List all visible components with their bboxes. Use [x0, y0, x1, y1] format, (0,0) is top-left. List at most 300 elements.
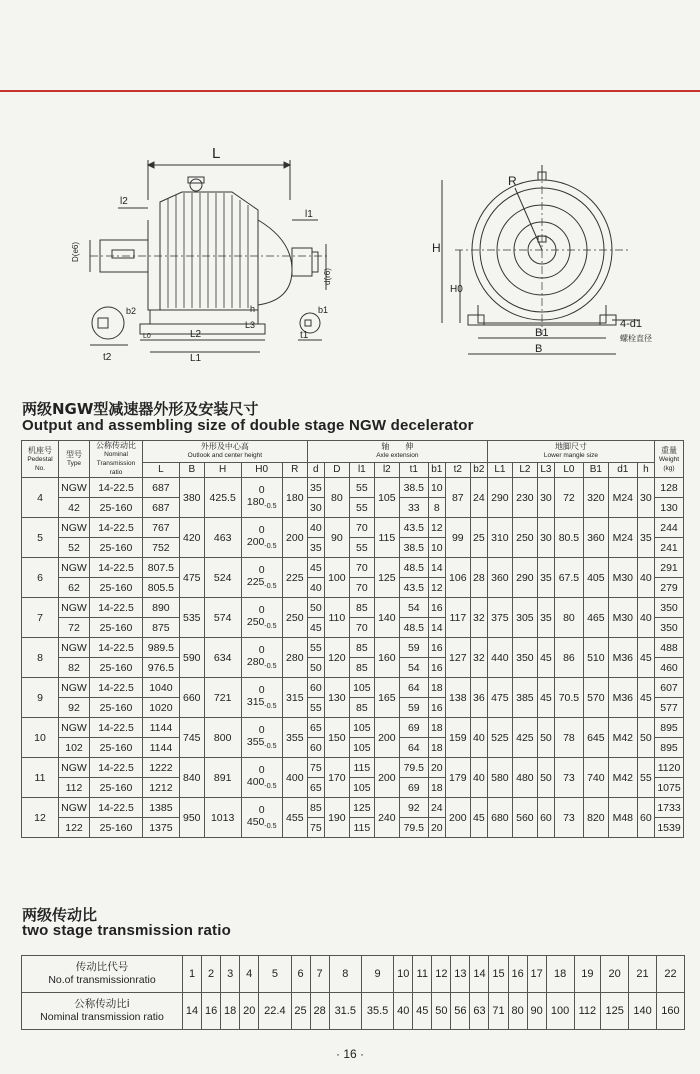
- b1-value: 12: [428, 578, 445, 598]
- D-value: 170: [324, 758, 349, 798]
- label-l2: l2: [120, 196, 128, 207]
- H0-value: [241, 638, 282, 678]
- pedestal-no: 8: [22, 638, 59, 678]
- L3-value: 35: [537, 558, 554, 598]
- d1-value: M42: [608, 718, 637, 758]
- R-value: 250: [282, 598, 307, 638]
- L1-value: 360: [487, 558, 512, 598]
- ratio-value-label: 公称传动比i Nominal transmission ratio: [22, 993, 183, 1030]
- subheader-8: l2: [374, 462, 399, 477]
- B1-value: 465: [583, 598, 608, 638]
- ratio-code: 5: [259, 956, 291, 993]
- label-Lc: L0: [143, 333, 151, 340]
- table-row: [22, 678, 684, 698]
- H0-upper: 0: [258, 724, 265, 737]
- b2-value: 36: [470, 678, 487, 718]
- B-value: 950: [179, 798, 204, 838]
- header-lower: 地脚尺寸 Lower mangle size: [487, 441, 654, 463]
- section2-title-en: two stage transmission ratio: [22, 922, 231, 939]
- h-value: 35: [637, 518, 654, 558]
- L0-value: 80: [554, 598, 583, 638]
- ratio-code: 22: [656, 956, 684, 993]
- label-d: d(r6): [323, 268, 332, 285]
- type-number: 102: [59, 738, 90, 758]
- b1-value: 18: [428, 778, 445, 798]
- L2-value: 250: [512, 518, 537, 558]
- l1-value: 105: [349, 738, 374, 758]
- L2-value: 290: [512, 558, 537, 598]
- d-value: 35: [307, 538, 324, 558]
- B1-value: 405: [583, 558, 608, 598]
- ratio-code: 12: [432, 956, 451, 993]
- subheader-11: t2: [445, 462, 470, 477]
- b1-value: 16: [428, 698, 445, 718]
- L2-value: 305: [512, 598, 537, 638]
- B-value: 660: [179, 678, 204, 718]
- label-l1: l1: [305, 209, 313, 220]
- L-value: 687: [143, 498, 180, 518]
- b1-value: 14: [428, 618, 445, 638]
- label-L2: L2: [190, 329, 202, 340]
- header-outlook: 外形及中心高 Outlook and center height: [143, 441, 308, 463]
- ratio-value: 50: [432, 993, 451, 1030]
- B-value: 475: [179, 558, 204, 598]
- page-number: · 16 ·: [335, 1047, 364, 1061]
- R-value: 455: [282, 798, 307, 838]
- L3-value: 35: [537, 598, 554, 638]
- label-B: B: [535, 343, 543, 355]
- L0-value: 73: [554, 758, 583, 798]
- L-value: 805.5: [143, 578, 180, 598]
- ratio-value: 22.4: [259, 993, 291, 1030]
- H0-base: 250: [246, 616, 265, 629]
- ratio-value: 31.5: [329, 993, 361, 1030]
- H0-base: 315: [246, 696, 265, 709]
- H0-upper: 0: [258, 684, 265, 697]
- h-value: 40: [637, 558, 654, 598]
- ratio-code: 4: [240, 956, 259, 993]
- subheader-17: B1: [583, 462, 608, 477]
- L3-value: 50: [537, 758, 554, 798]
- t1-value: 48.5: [399, 618, 428, 638]
- subheader-5: d: [307, 462, 324, 477]
- t2-value: 117: [445, 598, 470, 638]
- L0-value: 86: [554, 638, 583, 678]
- L1-value: 580: [487, 758, 512, 798]
- B-value: 420: [179, 518, 204, 558]
- ratio-value: 112: [574, 993, 601, 1030]
- ratio-range: 14-22.5: [90, 598, 143, 618]
- d-value: 60: [307, 678, 324, 698]
- D-value: 130: [324, 678, 349, 718]
- H0-value: [241, 558, 282, 598]
- b2-value: 25: [470, 518, 487, 558]
- b1-value: 16: [428, 598, 445, 618]
- R-value: 315: [282, 678, 307, 718]
- ratio-value: 80: [508, 993, 527, 1030]
- label-H0: H0: [450, 284, 463, 295]
- L2-value: 350: [512, 638, 537, 678]
- ratio-range: 14-22.5: [90, 718, 143, 738]
- ratio-code: 15: [489, 956, 508, 993]
- H-value: 463: [204, 518, 241, 558]
- header-ratio: 公称传动比 Nominal Transmission ratio: [90, 441, 143, 478]
- ratio-value: 90: [527, 993, 546, 1030]
- t1-value: 64: [399, 738, 428, 758]
- H0-value: [241, 478, 282, 518]
- H0-base: 355: [246, 736, 265, 749]
- b1-value: 16: [428, 658, 445, 678]
- table-row: [22, 558, 684, 578]
- L2-value: 425: [512, 718, 537, 758]
- L-value: 807.5: [143, 558, 180, 578]
- l1-value: 85: [349, 638, 374, 658]
- type-number: 112: [59, 778, 90, 798]
- l1-value: 105: [349, 778, 374, 798]
- l1-value: 105: [349, 678, 374, 698]
- b2-value: 40: [470, 718, 487, 758]
- type-name: NGW: [59, 718, 90, 738]
- L3-value: 60: [537, 798, 554, 838]
- l1-value: 115: [349, 758, 374, 778]
- l2-value: 140: [374, 598, 399, 638]
- L-value: 1212: [143, 778, 180, 798]
- type-number: 52: [59, 538, 90, 558]
- subheader-0: L: [143, 462, 180, 477]
- L-value: 687: [143, 478, 180, 498]
- ratio-code: 14: [470, 956, 489, 993]
- ratio-value: 35.5: [361, 993, 393, 1030]
- b2-value: 28: [470, 558, 487, 598]
- ratio-range: 25-160: [90, 778, 143, 798]
- ratio-value: 45: [413, 993, 432, 1030]
- pedestal-no: 10: [22, 718, 59, 758]
- type-number: 42: [59, 498, 90, 518]
- ratio-value: 18: [221, 993, 240, 1030]
- table-row: [22, 718, 684, 738]
- L3-value: 30: [537, 518, 554, 558]
- weight-value: 279: [655, 578, 684, 598]
- type-number: 62: [59, 578, 90, 598]
- d-value: 30: [307, 498, 324, 518]
- d-value: 45: [307, 558, 324, 578]
- b2-value: 32: [470, 598, 487, 638]
- ratio-code: 17: [527, 956, 546, 993]
- weight-value: 460: [655, 658, 684, 678]
- type-name: NGW: [59, 758, 90, 778]
- b2-value: 40: [470, 758, 487, 798]
- type-name: NGW: [59, 518, 90, 538]
- t2-value: 138: [445, 678, 470, 718]
- L3-value: 30: [537, 478, 554, 518]
- b1-value: 20: [428, 818, 445, 838]
- l1-value: 115: [349, 818, 374, 838]
- L3-value: 50: [537, 718, 554, 758]
- label-t2: t2: [103, 352, 112, 363]
- b1-value: 14: [428, 558, 445, 578]
- ratio-value: 25: [291, 993, 310, 1030]
- L-value: 890: [143, 598, 180, 618]
- h-value: 45: [637, 638, 654, 678]
- l1-value: 125: [349, 798, 374, 818]
- l1-value: 85: [349, 698, 374, 718]
- d-value: 40: [307, 578, 324, 598]
- ratio-range: 25-160: [90, 578, 143, 598]
- top-red-rule: [0, 90, 700, 92]
- ratio-code: 8: [329, 956, 361, 993]
- ratio-value: 28: [310, 993, 329, 1030]
- l1-value: 55: [349, 538, 374, 558]
- d-value: 60: [307, 738, 324, 758]
- pedestal-no: 6: [22, 558, 59, 598]
- d-value: 55: [307, 698, 324, 718]
- t2-value: 179: [445, 758, 470, 798]
- type-number: 72: [59, 618, 90, 638]
- H0-tolerance: -0.5: [264, 783, 277, 791]
- t2-value: 127: [445, 638, 470, 678]
- ratio-code: 11: [413, 956, 432, 993]
- weight-value: 350: [655, 618, 684, 638]
- d-value: 40: [307, 518, 324, 538]
- ratio-range: 14-22.5: [90, 758, 143, 778]
- d-value: 75: [307, 818, 324, 838]
- H-value: 524: [204, 558, 241, 598]
- b1-value: 18: [428, 738, 445, 758]
- ratio-value: 14: [183, 993, 202, 1030]
- t1-value: 43.5: [399, 518, 428, 538]
- subheader-2: H: [204, 462, 241, 477]
- ratio-range: 25-160: [90, 498, 143, 518]
- t1-value: 69: [399, 718, 428, 738]
- weight-value: 895: [655, 738, 684, 758]
- ratio-range: 25-160: [90, 698, 143, 718]
- subheader-3: H0: [241, 462, 282, 477]
- h-value: 30: [637, 478, 654, 518]
- b1-value: 24: [428, 798, 445, 818]
- subheader-10: b1: [428, 462, 445, 477]
- h-value: 50: [637, 718, 654, 758]
- R-value: 180: [282, 478, 307, 518]
- B-value: 380: [179, 478, 204, 518]
- label-D: D(e6): [71, 241, 80, 262]
- H0-tolerance: -0.5: [264, 663, 277, 671]
- l2-value: 115: [374, 518, 399, 558]
- ratio-value: 16: [202, 993, 221, 1030]
- D-value: 190: [324, 798, 349, 838]
- pedestal-no: 11: [22, 758, 59, 798]
- header-type: 型号 Type: [59, 441, 90, 478]
- weight-value: 1539: [655, 818, 684, 838]
- l2-value: 160: [374, 638, 399, 678]
- B-value: 535: [179, 598, 204, 638]
- h-value: 60: [637, 798, 654, 838]
- b2-value: 32: [470, 638, 487, 678]
- t1-value: 79.5: [399, 758, 428, 778]
- pedestal-no: 4: [22, 478, 59, 518]
- L-value: 1375: [143, 818, 180, 838]
- H0-base: 450: [246, 816, 265, 829]
- B-value: 590: [179, 638, 204, 678]
- dimension-table: [21, 440, 684, 838]
- D-value: 100: [324, 558, 349, 598]
- L-value: 1385: [143, 798, 180, 818]
- L-value: 976.5: [143, 658, 180, 678]
- d-value: 35: [307, 478, 324, 498]
- H0-base: 200: [246, 536, 265, 549]
- h-value: 55: [637, 758, 654, 798]
- t2-value: 99: [445, 518, 470, 558]
- ratio-range: 14-22.5: [90, 798, 143, 818]
- subheader-6: D: [324, 462, 349, 477]
- subheader-15: L3: [537, 462, 554, 477]
- ratio-value: 40: [394, 993, 413, 1030]
- H0-tolerance: -0.5: [264, 503, 277, 511]
- b1-value: 18: [428, 718, 445, 738]
- l1-value: 70: [349, 518, 374, 538]
- L-value: 989.5: [143, 638, 180, 658]
- l1-value: 85: [349, 598, 374, 618]
- B-value: 745: [179, 718, 204, 758]
- d1-value: M36: [608, 678, 637, 718]
- H0-value: [241, 678, 282, 718]
- ratio-value: 63: [470, 993, 489, 1030]
- L2-value: 230: [512, 478, 537, 518]
- d-value: 50: [307, 598, 324, 618]
- label-L3: L3: [245, 320, 256, 330]
- ratio-range: 14-22.5: [90, 638, 143, 658]
- weight-value: 895: [655, 718, 684, 738]
- label-L: L: [212, 145, 221, 162]
- subheader-13: L1: [487, 462, 512, 477]
- H0-base: 180: [246, 496, 265, 509]
- t1-value: 64: [399, 678, 428, 698]
- L-value: 1144: [143, 718, 180, 738]
- L0-value: 73: [554, 798, 583, 838]
- type-number: 122: [59, 818, 90, 838]
- subheader-7: l1: [349, 462, 374, 477]
- d-value: 75: [307, 758, 324, 778]
- l1-value: 55: [349, 478, 374, 498]
- b1-value: 10: [428, 538, 445, 558]
- t1-value: 43.5: [399, 578, 428, 598]
- weight-value: 128: [655, 478, 684, 498]
- L-value: 1222: [143, 758, 180, 778]
- H0-value: [241, 798, 282, 838]
- d-value: 65: [307, 718, 324, 738]
- d-value: 85: [307, 798, 324, 818]
- R-value: 400: [282, 758, 307, 798]
- h-value: 40: [637, 598, 654, 638]
- type-name: NGW: [59, 598, 90, 618]
- type-number: 82: [59, 658, 90, 678]
- l1-value: 105: [349, 718, 374, 738]
- R-value: 225: [282, 558, 307, 598]
- technical-drawings: [0, 140, 700, 380]
- B1-value: 510: [583, 638, 608, 678]
- H-value: 721: [204, 678, 241, 718]
- table-row: [22, 758, 684, 778]
- title-en: Output and assembling size of double stage NGW decelerator: [22, 417, 474, 434]
- subheader-16: L0: [554, 462, 583, 477]
- t1-value: 59: [399, 698, 428, 718]
- ratio-value: 125: [601, 993, 629, 1030]
- H0-base: 280: [246, 656, 265, 669]
- H0-value: [241, 758, 282, 798]
- label-t1: t1: [300, 330, 309, 341]
- H-value: 634: [204, 638, 241, 678]
- H0-tolerance: -0.5: [264, 703, 277, 711]
- ratio-code: 19: [574, 956, 601, 993]
- H-value: 800: [204, 718, 241, 758]
- B1-value: 645: [583, 718, 608, 758]
- l2-value: 165: [374, 678, 399, 718]
- weight-value: 244: [655, 518, 684, 538]
- label-bolt-diameter: 螺栓直径: [620, 334, 652, 343]
- weight-value: 607: [655, 678, 684, 698]
- t1-value: 48.5: [399, 558, 428, 578]
- H0-base: 400: [246, 776, 265, 789]
- label-4d1: 4-d1: [620, 318, 643, 330]
- B1-value: 740: [583, 758, 608, 798]
- L-value: 767: [143, 518, 180, 538]
- type-name: NGW: [59, 638, 90, 658]
- H0-tolerance: -0.5: [264, 543, 277, 551]
- H0-upper: 0: [258, 604, 265, 617]
- L0-value: 78: [554, 718, 583, 758]
- t2-value: 200: [445, 798, 470, 838]
- l2-value: 125: [374, 558, 399, 598]
- L1-value: 290: [487, 478, 512, 518]
- H0-value: [241, 718, 282, 758]
- H0-upper: 0: [258, 484, 265, 497]
- l1-value: 70: [349, 618, 374, 638]
- t1-value: 54: [399, 598, 428, 618]
- L-value: 752: [143, 538, 180, 558]
- subheader-12: b2: [470, 462, 487, 477]
- subheader-4: R: [282, 462, 307, 477]
- l1-value: 70: [349, 558, 374, 578]
- d1-value: M30: [608, 598, 637, 638]
- ratio-range: 14-22.5: [90, 478, 143, 498]
- type-name: NGW: [59, 558, 90, 578]
- t2-value: 87: [445, 478, 470, 518]
- L3-value: 45: [537, 638, 554, 678]
- H0-value: [241, 518, 282, 558]
- table-row: [22, 518, 684, 538]
- d1-value: M24: [608, 518, 637, 558]
- L1-value: 440: [487, 638, 512, 678]
- D-value: 150: [324, 718, 349, 758]
- B-value: 840: [179, 758, 204, 798]
- d-value: 50: [307, 658, 324, 678]
- R-value: 280: [282, 638, 307, 678]
- H0-tolerance: -0.5: [264, 743, 277, 751]
- subheader-14: L2: [512, 462, 537, 477]
- L3-value: 45: [537, 678, 554, 718]
- pedestal-no: 5: [22, 518, 59, 558]
- type-number: 92: [59, 698, 90, 718]
- l2-value: 105: [374, 478, 399, 518]
- L2-value: 385: [512, 678, 537, 718]
- ratio-range: 14-22.5: [90, 518, 143, 538]
- table-row: [22, 478, 684, 498]
- ratio-value: 140: [629, 993, 657, 1030]
- d1-value: M30: [608, 558, 637, 598]
- ratio-range: 14-22.5: [90, 558, 143, 578]
- label-L1: L1: [190, 353, 202, 364]
- ratio-value: 100: [546, 993, 574, 1030]
- t1-value: 59: [399, 638, 428, 658]
